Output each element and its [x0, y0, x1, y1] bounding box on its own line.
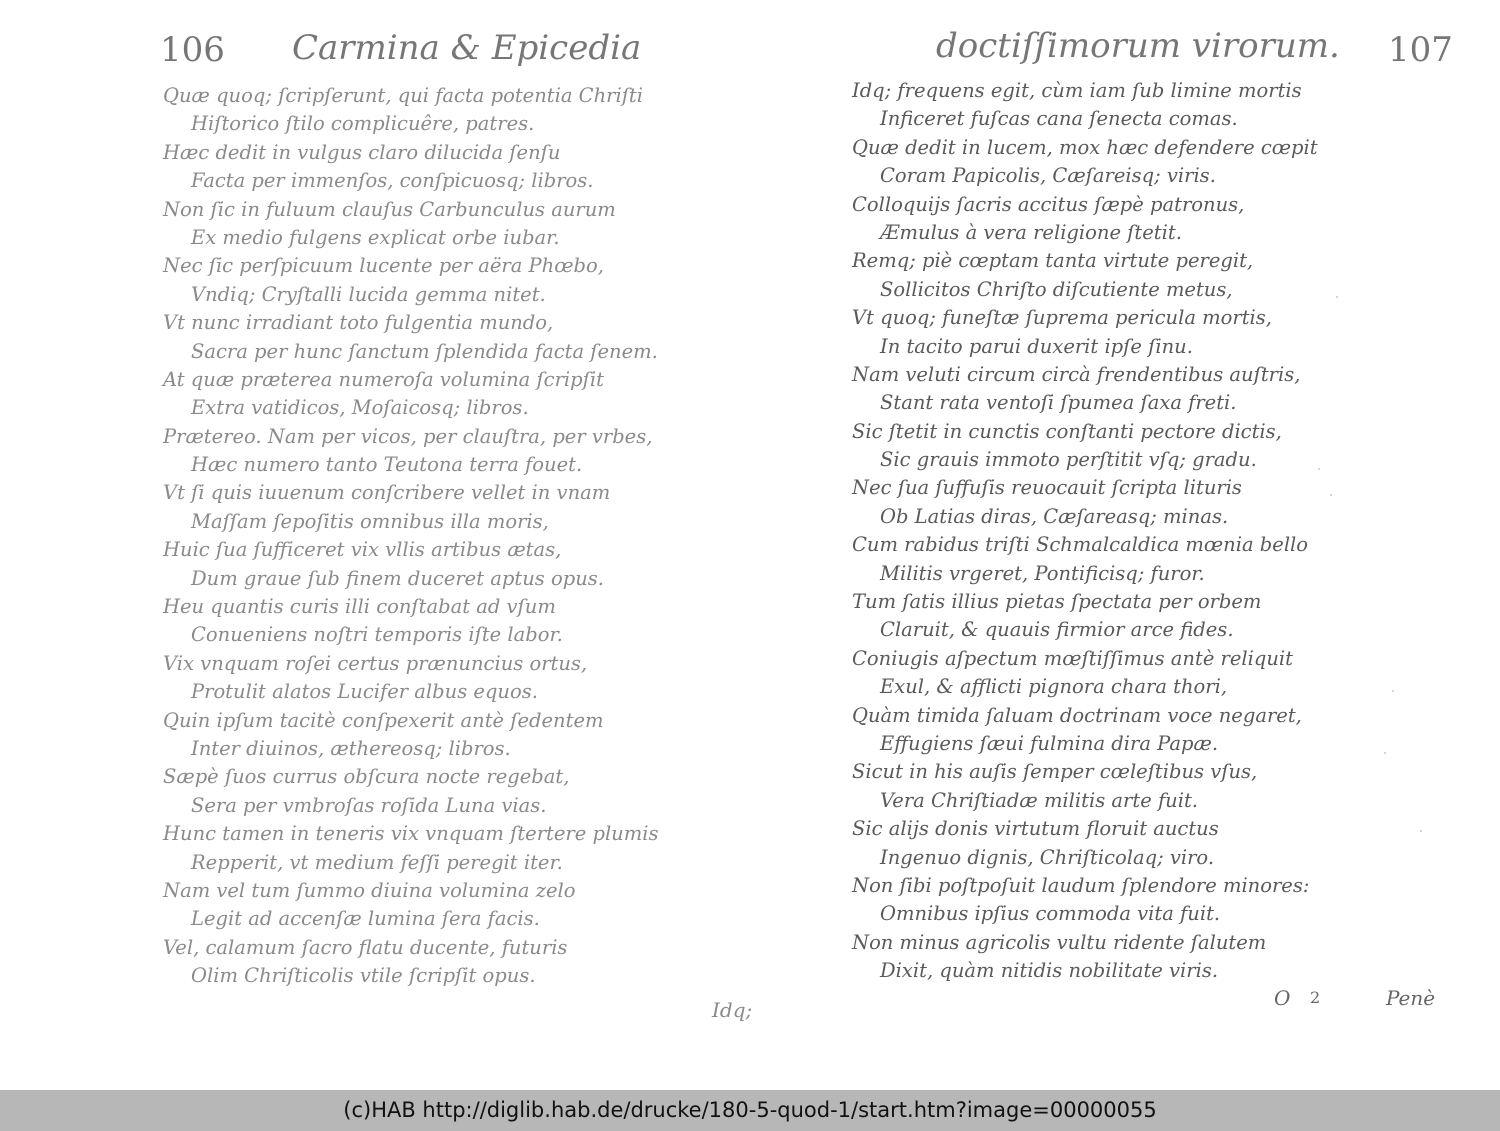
paper-speck — [1420, 830, 1422, 832]
verse-line: Vera Chriſtiadæ militis arte fuit. — [880, 788, 1198, 812]
verse-line: Coram Papicolis, Cæſareisq; viris. — [880, 164, 1216, 188]
verse-line: Nec ſic perſpicuum lucente per aëra Phœbo, — [163, 254, 604, 278]
verse-line: Hunc tamen in teneris vix vnquam ſtertere plumis — [163, 822, 659, 846]
verse-line: Coniugis aſpectum mœſtiſſimus antè reliquit — [852, 646, 1294, 670]
verse-line: Sæpè ſuos currus obſcura nocte regebat, — [163, 765, 570, 789]
running-head-right: doctiſſimorum virorum. — [936, 26, 1340, 66]
signature-number: 2 — [1310, 988, 1321, 1007]
verse-line: Sollicitos Chriſto diſcutiente metus, — [880, 277, 1233, 301]
verse-line: Non ſibi poſtpoſuit laudum ſplendore minores: — [852, 873, 1310, 897]
verse-line: Dixit, quàm nitidis nobilitate viris. — [880, 959, 1219, 983]
left-page — [0, 0, 753, 1090]
verse-line: Protulit alatos Lucifer albus equos. — [191, 680, 538, 704]
verse-line: Claruit, & quauis firmior arce fides. — [880, 618, 1234, 642]
paper-speck — [1318, 468, 1320, 470]
verse-line: Sacra per hunc ſanctum ſplendida facta ſenem. — [191, 339, 658, 363]
verse-column-left — [163, 82, 683, 991]
verse-line: Huic ſua ſufficeret vix vllis artibus ætas, — [163, 538, 562, 562]
verse-line: At quæ præterea numeroſa volumina ſcripſit — [163, 367, 604, 391]
verse-line: Quæ quoq; ſcripſerunt, qui facta potentia Chriſti — [163, 84, 643, 107]
copyright-footer: (c)HAB http://diglib.hab.de/drucke/180-5-quod-1/start.htm?image=00000055 — [0, 1090, 1500, 1131]
verse-line: Quàm timida ſaluam doctrinam voce negaret, — [852, 703, 1302, 727]
verse-line: Conueniens noſtri temporis iſte labor. — [191, 623, 563, 647]
catchword-right: Penè — [1386, 986, 1436, 1010]
verse-line: Facta per immenſos, conſpicuosq; libros. — [191, 169, 594, 193]
verse-line: In tacito parui duxerit ipſe ſinu. — [880, 334, 1193, 358]
verse-line: Vel, calamum ſacro flatu ducente, futuris — [163, 935, 568, 959]
verse-line: Ex medio fulgens explicat orbe iubar. — [191, 225, 560, 249]
right-page — [760, 0, 1500, 1090]
verse-line: Sicut in his auſis ſemper cœleſtibus vſus, — [852, 760, 1258, 784]
verse-line: Extra vatidicos, Moſaicosq; libros. — [191, 396, 529, 420]
verse-line: Dum graue ſub finem duceret aptus opus. — [191, 566, 604, 590]
verse-line: Hiſtorico ſtilo complicuêre, patres. — [191, 112, 535, 136]
verse-line: Exul, & afflicti pignora chara thori, — [880, 675, 1228, 699]
catchword-left: Idq; — [712, 998, 753, 1022]
verse-line: Sic grauis immoto perſtitit vſq; gradu. — [880, 448, 1257, 472]
verse-line: Nam vel tum ſummo diuina volumina zelo — [163, 878, 576, 902]
verse-line: Vt ſi quis iuuenum conſcribere vellet in vnam — [163, 481, 611, 505]
verse-line: Sic ſtetit in cunctis conſtanti pectore dictis, — [852, 419, 1282, 443]
verse-line: Hæc numero tanto Teutona terra fouet. — [191, 453, 583, 477]
verse-line: Ob Latias diras, Cæſareasq; minas. — [880, 504, 1229, 528]
verse-line: Nec ſua ſuffuſis reuocauit ſcripta lituris — [852, 476, 1242, 500]
verse-line: Stant rata ventoſi ſpumea ſaxa freti. — [880, 391, 1237, 415]
verse-line: Maſſam ſepoſitis omnibus illa moris, — [191, 509, 549, 533]
paper-speck — [1336, 296, 1338, 298]
verse-line: Tum ſatis illius pietas ſpectata per orbem — [852, 590, 1262, 614]
verse-line: Non ſic in fuluum clauſus Carbunculus aurum — [163, 197, 616, 221]
verse-line: Omnibus ipſius commoda vita fuit. — [880, 902, 1221, 926]
verse-line: Legit ad accenſæ lumina ſera facis. — [191, 907, 540, 931]
paper-speck — [1384, 752, 1386, 754]
verse-line: Sera per vmbroſas roſida Luna vias. — [191, 793, 547, 817]
page-number-left: 106 — [160, 30, 225, 70]
verse-line: Vndiq; Cryſtalli lucida gemma nitet. — [191, 282, 546, 306]
verse-line: Nam veluti circum circà frendentibus auſtris, — [852, 362, 1301, 386]
verse-line: Vt nunc irradiant toto fulgentia mundo, — [163, 311, 554, 335]
verse-line: Æmulus à vera religione ſtetit. — [880, 220, 1182, 244]
paper-speck — [1392, 690, 1394, 692]
verse-line: Prætereo. Nam per vicos, per clauſtra, per vrbes, — [163, 424, 653, 448]
page-number-right: 107 — [1388, 30, 1453, 70]
verse-line: Inter diuinos, æthereosq; libros. — [191, 736, 511, 760]
signature-mark: O — [1274, 986, 1291, 1010]
verse-line: Quin ipſum tacitè conſpexerit antè ſedentem — [163, 708, 604, 732]
verse-line: Non minus agricolis vultu ridente ſalutem — [852, 930, 1267, 954]
verse-line: Repperit, vt medium feſſi peregit iter. — [191, 850, 563, 874]
verse-line: Effugiens ſæui fulmina dira Papæ. — [880, 731, 1219, 755]
verse-line: Ingenuo dignis, Chriſticolaq; viro. — [880, 845, 1215, 869]
verse-line: Quæ dedit in lucem, mox hæc defendere cœpit — [852, 135, 1318, 159]
verse-line: Sic alijs donis virtutum floruit auctus — [852, 817, 1219, 841]
verse-column-right — [852, 77, 1372, 986]
verse-line: Hæc dedit in vulgus claro dilucida ſenſu — [163, 140, 561, 164]
verse-line: Heu quantis curis illi conſtabat ad vſum — [163, 595, 556, 619]
paper-speck — [1330, 494, 1332, 496]
verse-line: Idq; frequens egit, cùm iam ſub limine mortis — [852, 79, 1302, 102]
verse-line: Cum rabidus triſti Schmalcaldica mœnia bello — [852, 533, 1309, 557]
verse-line: Vix vnquam roſei certus prænuncius ortus, — [163, 651, 588, 675]
verse-line: Inficeret fuſcas cana ſenecta comas. — [880, 107, 1238, 131]
verse-line: Olim Chriſticolis vtile ſcripſit opus. — [191, 964, 536, 988]
verse-line: Remq; piè cœptam tanta virtute peregit, — [852, 249, 1254, 273]
running-head-left: Carmina & Epicedia — [292, 28, 642, 68]
verse-line: Colloquijs ſacris accitus ſæpè patronus, — [852, 192, 1245, 216]
verse-line: Vt quoq; funeſtæ ſuprema pericula mortis, — [852, 306, 1272, 330]
verse-line: Militis vrgeret, Pontificisq; furor. — [880, 561, 1205, 585]
